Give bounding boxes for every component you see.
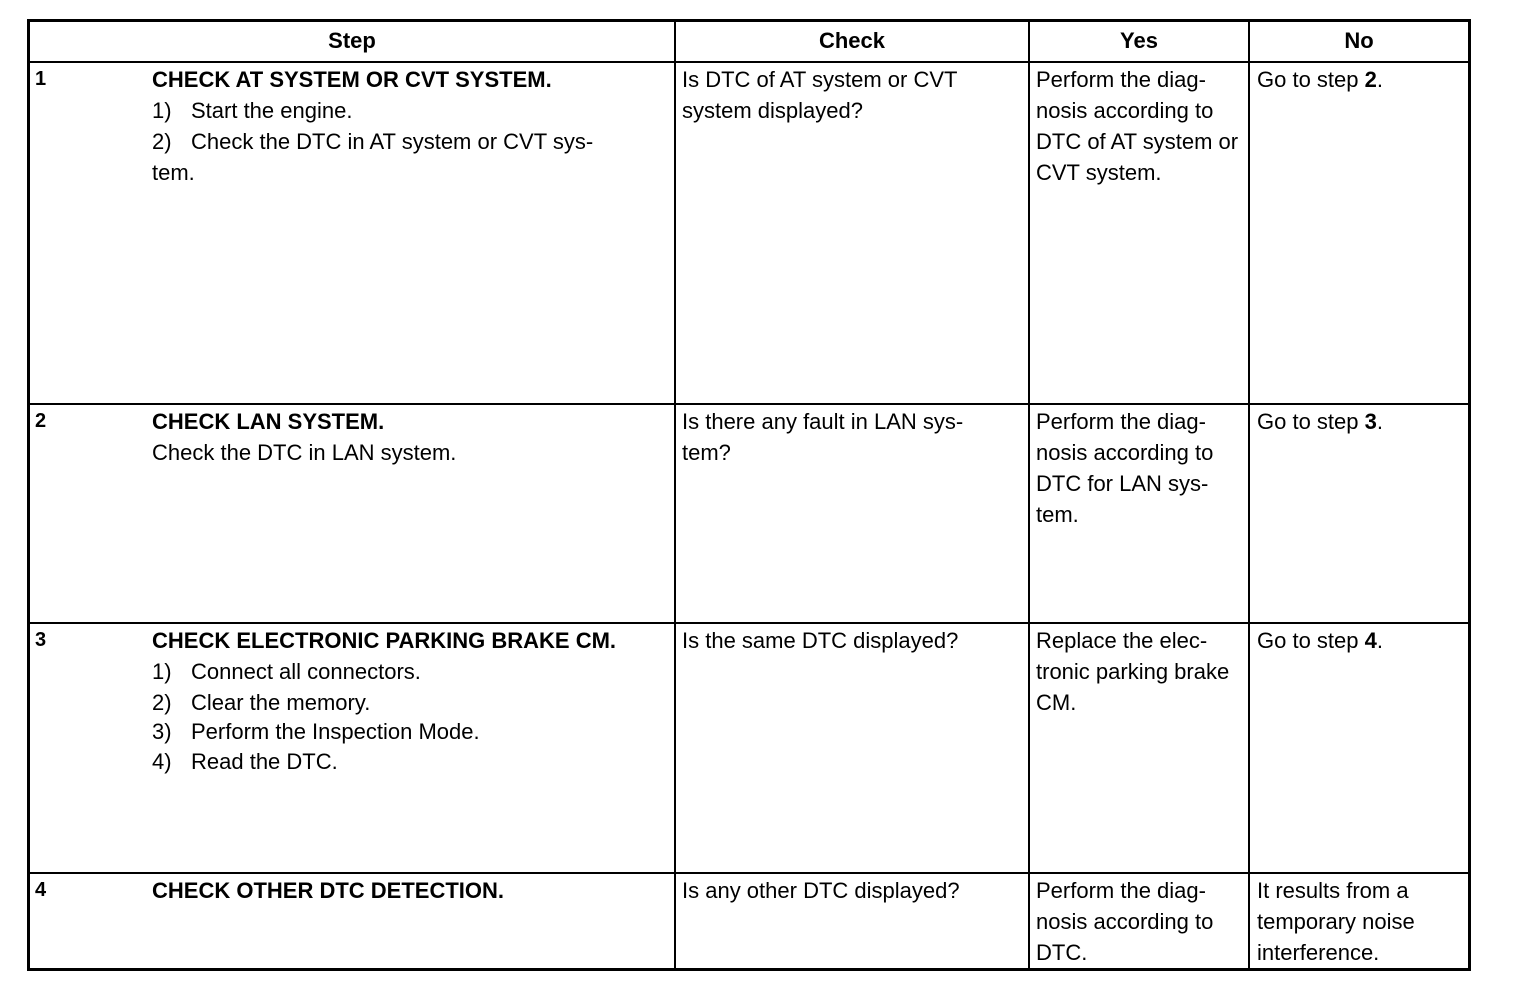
no-cell: It results from a temporary noise interference.: [1257, 878, 1415, 965]
substep: 4) Read the DTC.: [152, 749, 338, 774]
yes-cell: Perform the diag- nosis according to DTC of AT system or CVT system.: [1036, 67, 1239, 185]
substep: 3) Perform the Inspection Mode.: [152, 719, 480, 744]
step-instruction: Check the DTC in LAN system.: [152, 440, 457, 465]
step-number: 4: [35, 879, 47, 901]
row-divider: [30, 872, 1468, 874]
check-cell: Is any other DTC displayed?: [682, 878, 960, 903]
step-cell: [152, 64, 652, 188]
step-title: CHECK AT SYSTEM OR CVT SYSTEM.: [152, 67, 552, 92]
substep: 1) Start the engine.: [152, 98, 353, 123]
substep: 2) Clear the memory.: [152, 690, 371, 715]
no-cell: Go to step 3.: [1257, 409, 1383, 434]
header-yes: Yes: [1120, 28, 1158, 53]
yes-cell: Perform the diag- nosis according to DTC for LAN sys- tem.: [1036, 409, 1214, 527]
header-step: Step: [328, 28, 376, 53]
substep: tem.: [152, 160, 195, 185]
no-cell: Go to step 4.: [1257, 628, 1383, 653]
row-divider: [30, 61, 1468, 63]
row-divider: [30, 403, 1468, 405]
step-cell: [152, 875, 652, 906]
step-title: CHECK ELECTRONIC PARKING BRAKE CM.: [152, 628, 617, 653]
yes-cell: Perform the diag- nosis according to DTC.: [1036, 878, 1214, 965]
header-no: No: [1344, 28, 1374, 53]
column-divider: [674, 22, 676, 968]
step-number: 1: [35, 68, 47, 90]
substep: 1) Connect all connectors.: [152, 659, 421, 684]
step-cell: [152, 406, 652, 468]
step-cell: [152, 625, 652, 777]
step-title: CHECK LAN SYSTEM.: [152, 409, 385, 434]
yes-cell: Replace the elec- tronic parking brake CM.: [1036, 628, 1230, 715]
step-number: 3: [35, 629, 47, 651]
check-cell: Is DTC of AT system or CVT system displayed?: [682, 67, 958, 123]
step-number: 2: [35, 410, 47, 432]
substep: 2) Check the DTC in AT system or CVT sys-: [152, 129, 594, 154]
check-cell: Is the same DTC displayed?: [682, 628, 959, 653]
column-divider: [1248, 22, 1250, 968]
no-cell: Go to step 2.: [1257, 67, 1383, 92]
step-title: CHECK OTHER DTC DETECTION.: [152, 878, 504, 903]
column-divider: [1028, 22, 1030, 968]
check-cell: Is there any fault in LAN sys- tem?: [682, 409, 964, 465]
header-check: Check: [818, 28, 886, 53]
diagnostic-table: [27, 19, 1471, 971]
row-divider: [30, 622, 1468, 624]
